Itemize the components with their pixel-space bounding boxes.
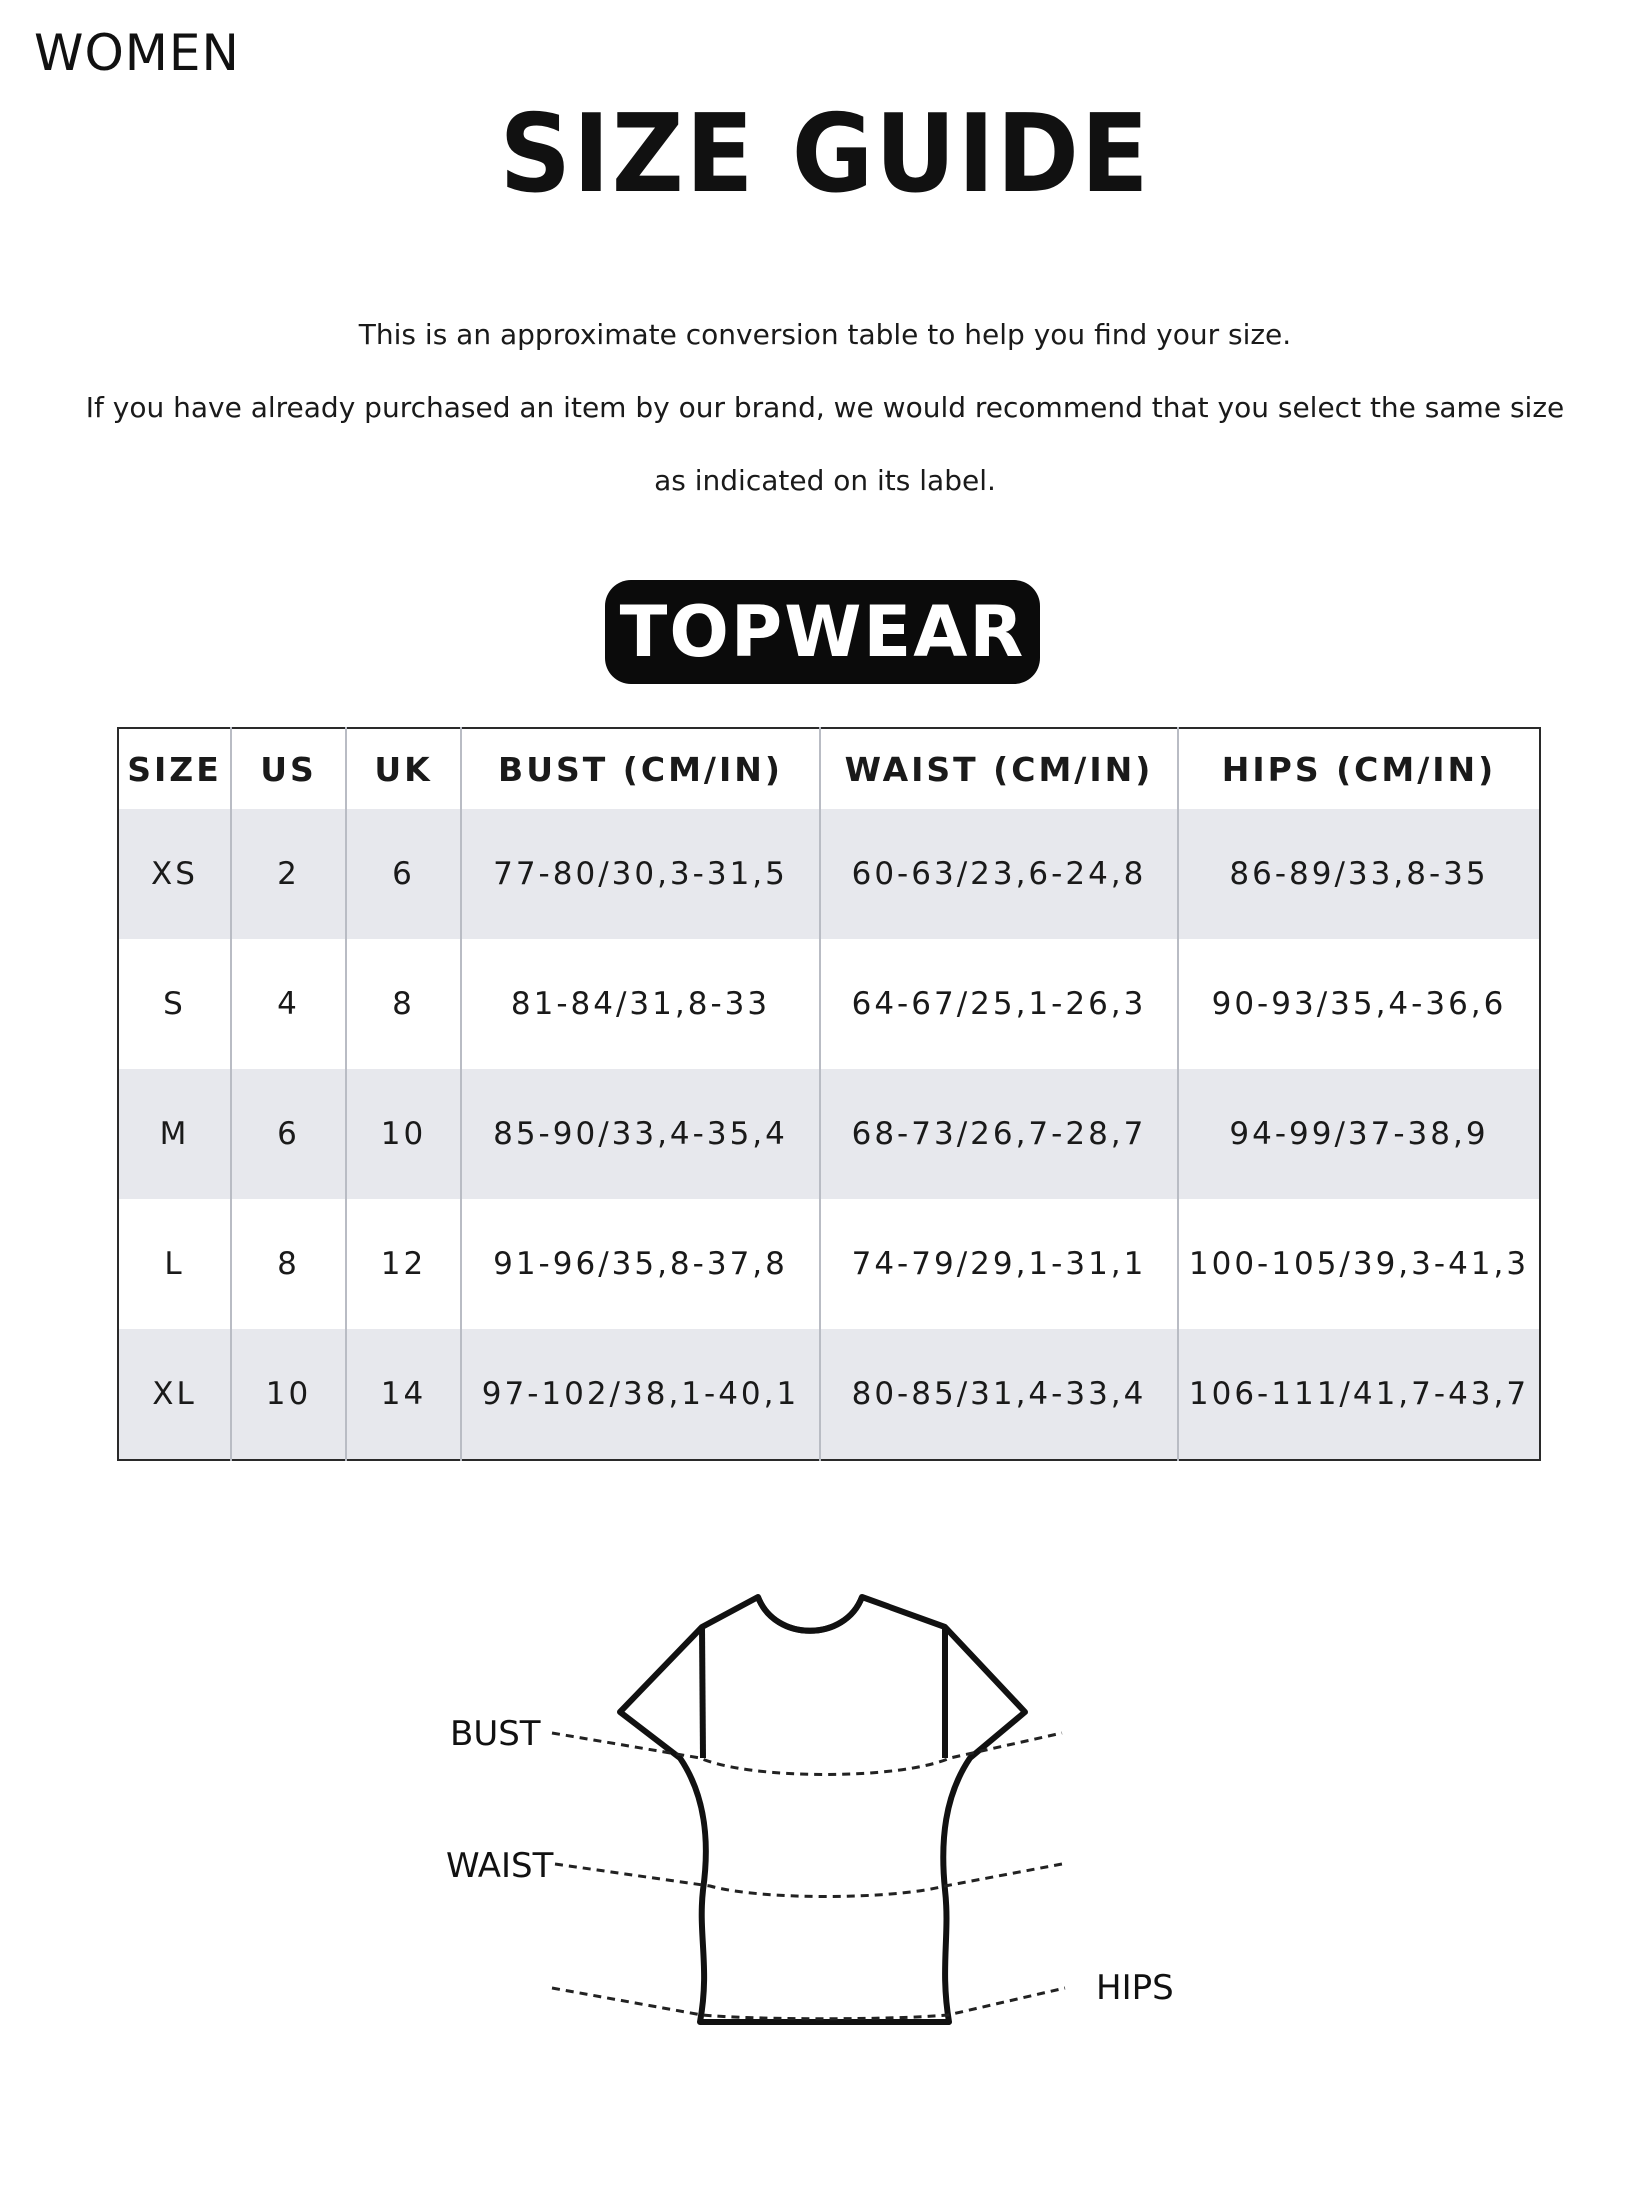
cell-bust: 81-84/31,8-33 <box>461 939 820 1069</box>
cell-waist: 80-85/31,4-33,4 <box>820 1329 1178 1460</box>
intro-line-2: If you have already purchased an item by our brand, we would recommend that you select the same size <box>85 391 1565 424</box>
cell-hips: 90-93/35,4-36,6 <box>1178 939 1540 1069</box>
table-row <box>118 1329 1540 1460</box>
cell-waist: 60-63/23,6-24,8 <box>820 809 1178 939</box>
cell-size: S <box>118 939 231 1069</box>
bust-label: BUST <box>450 1714 541 1754</box>
cell-us: 10 <box>231 1329 346 1460</box>
cell-us: 6 <box>231 1069 346 1199</box>
cell-bust: 77-80/30,3-31,5 <box>461 809 820 939</box>
table-row <box>118 1199 1540 1329</box>
cell-uk: 10 <box>346 1069 461 1199</box>
intro-line-1: This is an approximate conversion table to help you find your size. <box>358 318 1292 351</box>
hips-label: HIPS <box>1096 1968 1174 2008</box>
size-table <box>117 727 1541 1461</box>
cell-bust: 85-90/33,4-35,4 <box>461 1069 820 1199</box>
column-header-us: US <box>231 728 346 809</box>
waist-label: WAIST <box>446 1846 554 1886</box>
cell-waist: 64-67/25,1-26,3 <box>820 939 1178 1069</box>
cell-hips: 106-111/41,7-43,7 <box>1178 1329 1540 1460</box>
measurement-diagram <box>420 1590 1220 2060</box>
cell-us: 8 <box>231 1199 346 1329</box>
cell-uk: 6 <box>346 809 461 939</box>
cell-waist: 74-79/29,1-31,1 <box>820 1199 1178 1329</box>
cell-us: 2 <box>231 809 346 939</box>
table-row <box>118 939 1540 1069</box>
cell-hips: 94-99/37-38,9 <box>1178 1069 1540 1199</box>
column-header-size: SIZE <box>118 728 231 809</box>
cell-bust: 91-96/35,8-37,8 <box>461 1199 820 1329</box>
cell-size: M <box>118 1069 231 1199</box>
cell-uk: 8 <box>346 939 461 1069</box>
table-header-row <box>118 728 1540 809</box>
cell-size: L <box>118 1199 231 1329</box>
cell-bust: 97-102/38,1-40,1 <box>461 1329 820 1460</box>
cell-hips: 100-105/39,3-41,3 <box>1178 1199 1540 1329</box>
cell-size: XL <box>118 1329 231 1460</box>
cell-size: XS <box>118 809 231 939</box>
column-header-uk: UK <box>346 728 461 809</box>
table-row <box>118 809 1540 939</box>
cell-hips: 86-89/33,8-35 <box>1178 809 1540 939</box>
cell-uk: 14 <box>346 1329 461 1460</box>
intro-line-3: as indicated on its label. <box>654 464 996 497</box>
section-badge-topwear: TOPWEAR <box>605 580 1040 684</box>
cell-us: 4 <box>231 939 346 1069</box>
column-header-bust: BUST (CM/IN) <box>461 728 820 809</box>
page-title: SIZE GUIDE <box>499 92 1151 217</box>
category-label: WOMEN <box>34 24 240 82</box>
cell-waist: 68-73/26,7-28,7 <box>820 1069 1178 1199</box>
table-row <box>118 1069 1540 1199</box>
column-header-waist: WAIST (CM/IN) <box>820 728 1178 809</box>
cell-uk: 12 <box>346 1199 461 1329</box>
column-header-hips: HIPS (CM/IN) <box>1178 728 1540 809</box>
